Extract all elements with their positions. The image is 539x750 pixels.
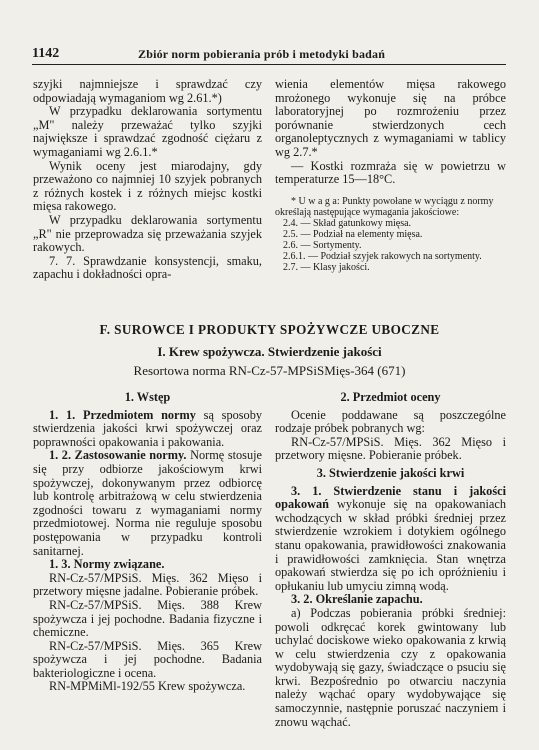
clause-text: Normę stosuje się przy odbiorze jakościowym krwi spożywczej, dokonywanym przez odbiorcę lub kontrolę arbitrażową w celu stwierdzenia zgodności towaru z wymaganiami normy przedmiotowej. Norma nie reguluje sposobu postępowania w przypadku kontroli sanitarnej.	[33, 448, 262, 558]
reference-item: RN-Cz-57/MPSiS. Mięs. 362 Mięso i przetwory mięsne jadalne. Pobieranie próbek.	[33, 570, 262, 599]
footnote-item: 2.7. — Klasy jakości.	[283, 262, 370, 274]
paragraph: szyjki najmniejsze i sprawdzać czy odpowiadają wymaganiom wg 2.61.*)	[33, 77, 262, 105]
clause-number: 1. 2.	[49, 448, 72, 463]
footnote-item: 2.6. — Sortymenty.	[283, 240, 362, 252]
clause-text: wykonuje się na opakowaniach wchodzących w skład próbki średniej przez stwierdzenie wzrokiem i dotykiem ogólnego stanu opakowania, prawidłowości znakowania i prawidłowości zamknięcia. Stan wnętrza opakowań stwierdza się po ich opróżnieniu i opłukaniu lub umyciu zimną wodą.	[275, 497, 506, 593]
top-left-column	[33, 78, 262, 282]
paragraph: W przypadku deklarowania sortymentu „M" należy przeważać tylko szyjki największe i sprawdzać zgodność ciężaru z wymaganiami wg 2.6.1.*	[33, 104, 262, 159]
clause-heading: Określanie zapachu.	[315, 592, 423, 607]
reference-item: RN-Cz-57/MPSiS. Mięs. 365 Krew spożywcza i jej pochodne. Badania bakteriologiczne i ocena.	[33, 638, 262, 680]
top-right-column	[275, 78, 506, 273]
section-title: F. SUROWCE I PRODUKTY SPOŻYWCZE UBOCZNE	[99, 322, 440, 337]
paragraph-1-2	[33, 449, 262, 558]
paragraph: Wynik oceny jest miarodajny, gdy przeważono co najmniej 10 szyjek pobranych z różnych kostek i z różnych miejsc kostki mięsa rakowego.	[33, 158, 262, 214]
clause-heading: Stwierdzenie stanu i jakości opakowań	[275, 483, 506, 512]
norm-designation: Resortowa norma RN-Cz-57-MPSiSMięs-364 (671)	[133, 363, 406, 378]
clause-number: 1. 3.	[49, 557, 71, 572]
clause-text: są sposoby stwierdzenia jakości krwi spożywczej oraz poprawności opakowania i pakowania.	[33, 407, 262, 449]
paragraph: wienia elementów mięsa rakowego mrożonego wykonuje się na próbce laboratoryjnej po rozmrożeniu przez porównanie stwierdzonych cech organoleptycznych z wymaganiami w tablicy wg 2.7.*	[275, 77, 506, 159]
heading-subject: 2. Przedmiot oceny	[340, 390, 441, 404]
heading-quality: 3. Stwierdzenie jakości krwi	[316, 465, 465, 480]
paragraph: 7. 7. Sprawdzanie konsystencji, smaku, zapachu i dokładności opra-	[33, 253, 262, 282]
footnote	[275, 196, 506, 274]
footnote-intro: * U w a g a: Punkty powołane w wyciągu z normy określają następujące wymagania jakościowe:	[275, 195, 494, 218]
clause-number: 3. 2.	[291, 592, 313, 607]
header-rule	[32, 64, 506, 65]
paragraph-1-1	[33, 409, 262, 450]
footnote-item: 2.5. — Podział na elementy mięsa.	[283, 229, 423, 241]
heading-introduction: 1. Wstęp	[124, 390, 171, 404]
paragraph: — Kostki rozmraża się w powietrzu w temperaturze 15—18°C.	[275, 158, 506, 187]
clause-heading: Normy związane.	[73, 557, 165, 572]
paragraph: Ocenie poddawane są poszczególne rodzaje próbek pobranych wg:	[275, 407, 506, 436]
footnote-item: 2.4. — Skład gatunkowy mięsa.	[283, 217, 412, 229]
reference-item: RN-Cz-57/MPSiS. Mięs. 362 Mięso i przetwory mięsne. Pobieranie próbek.	[275, 434, 506, 463]
bottom-right-column	[275, 387, 506, 729]
reference-item: RN-MPMiMl-192/55 Krew spożywcza.	[49, 679, 246, 694]
bottom-left-column	[33, 387, 262, 694]
clause-heading: Przedmiotem normy	[82, 407, 196, 422]
paragraph-3-2	[275, 593, 506, 607]
paragraph: W przypadku deklarowania sortymentu „R" nie przeprowadza się przeważania szyjek rakowych.	[33, 212, 262, 255]
clause-heading: Zastosowanie normy.	[74, 448, 187, 463]
paragraph-1-3	[33, 558, 262, 572]
clause-number: 3. 1.	[291, 483, 322, 498]
paragraph-3-1	[275, 485, 506, 594]
page-header	[32, 46, 510, 64]
page-number: 1142	[32, 46, 60, 61]
running-title: Zbiór norm pobierania prób i metodyki badań	[138, 47, 386, 61]
reference-item: RN-Cz-57/MPSiS. Mięs. 388 Krew spożywcza i jej pochodne. Badania fizyczne i chemiczne.	[33, 597, 262, 640]
section-subtitle: I. Krew spożywcza. Stwierdzenie jakości	[157, 344, 382, 359]
clause-number: 1. 1.	[49, 407, 76, 422]
paragraph: a) Podczas pobierania próbki średniej: powoli odkręcać korek gwintowany lub uchylać dociskowe wieko opakowania z krwią w celu stwierdzenia czy z opakowania wydobywają się gazy, świadczące o psuciu się krwi. Bezpośrednio po otwarciu naczynia należy wąchać opary wydobywające się samoczynnie, następnie poruszać naczyniem i znowu wąchać.	[275, 605, 506, 729]
footnote-item: 2.6.1. — Podział szyjek rakowych na sortymenty.	[283, 251, 482, 263]
